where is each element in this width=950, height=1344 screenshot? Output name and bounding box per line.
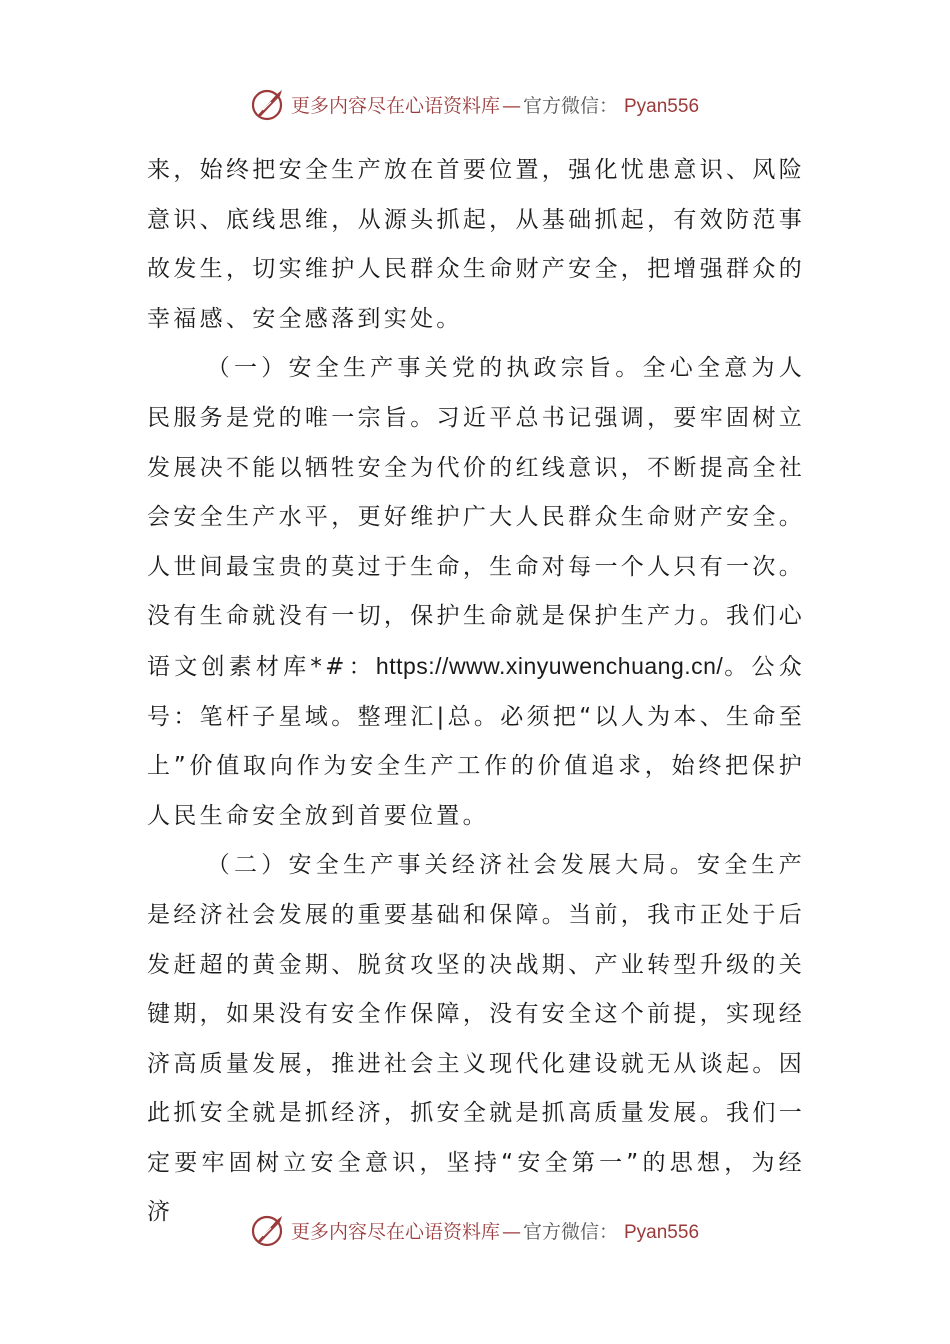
- header-wechat-label: 官方微信：: [522, 94, 618, 117]
- paragraph-1: 来，始终把安全生产放在首要位置，强化忧患意识、风险意识、底线思维，从源头抓起，从基础抓起，有效防范事故发生，切实维护人民群众生命财产安全，把增强群众的幸福感、安全感落到实处。: [147, 157, 805, 332]
- footer-account: Pyan556: [624, 1221, 700, 1243]
- quill-pen-logo-icon: [251, 1212, 287, 1248]
- footer-text: [291, 1217, 699, 1244]
- website-link[interactable]: https://www.xinyuwenchuang.cn/: [375, 652, 724, 679]
- footer-separator: —: [501, 1220, 521, 1243]
- footer-brand: 更多内容尽在心语资料库: [290, 1220, 500, 1243]
- paragraph-2-part-a: （一）安全生产事关党的执政宗旨。全心全意为人民服务是党的唯一宗旨。习近平总书记强调，要牢固树立发展决不能以牺牲安全为代价的红线意识，不断提高全社会安全生产水平，更好维护广大人民群众生命财产安全。人世间最宝贵的莫过于生命，生命对每一个人只有一次。没有生命就没有一切，保护生命就是保护生产力。我们心语文创素材库*#：: [147, 355, 805, 680]
- paragraph-2: [147, 344, 805, 841]
- footer-banner: [0, 1208, 950, 1252]
- footer-wechat-label: 官方微信：: [522, 1220, 618, 1243]
- document-body: [147, 146, 805, 1238]
- header-account: Pyan556: [624, 95, 700, 117]
- header-separator: —: [501, 94, 521, 117]
- paragraph-3: （二）安全生产事关经济社会发展大局。安全生产是经济社会发展的重要基础和保障。当前，我市正处于后发赶超的黄金期、脱贫攻坚的决战期、产业转型升级的关键期，如果没有安全作保障，没有安全这个前提，实现经济高质量发展，推进社会主义现代化建设就无从谈起。因此抓安全就是抓经济，抓安全就是抓高质量发展。我们一定要牢固树立安全意识，坚持“安全第一”的思想，为经济: [147, 852, 805, 1226]
- header-brand: 更多内容尽在心语资料库: [290, 94, 500, 117]
- header-text: [291, 91, 699, 118]
- header-banner: [0, 82, 950, 126]
- quill-pen-logo-icon: [251, 86, 287, 122]
- paragraph-2-part-b: 。公众号：笔杆子星域。整理汇|总。必须把“以人为本、生命至上”价值取向作为安全生产工作的价值追求，始终把保护人民生命安全放到首要位置。: [147, 653, 805, 829]
